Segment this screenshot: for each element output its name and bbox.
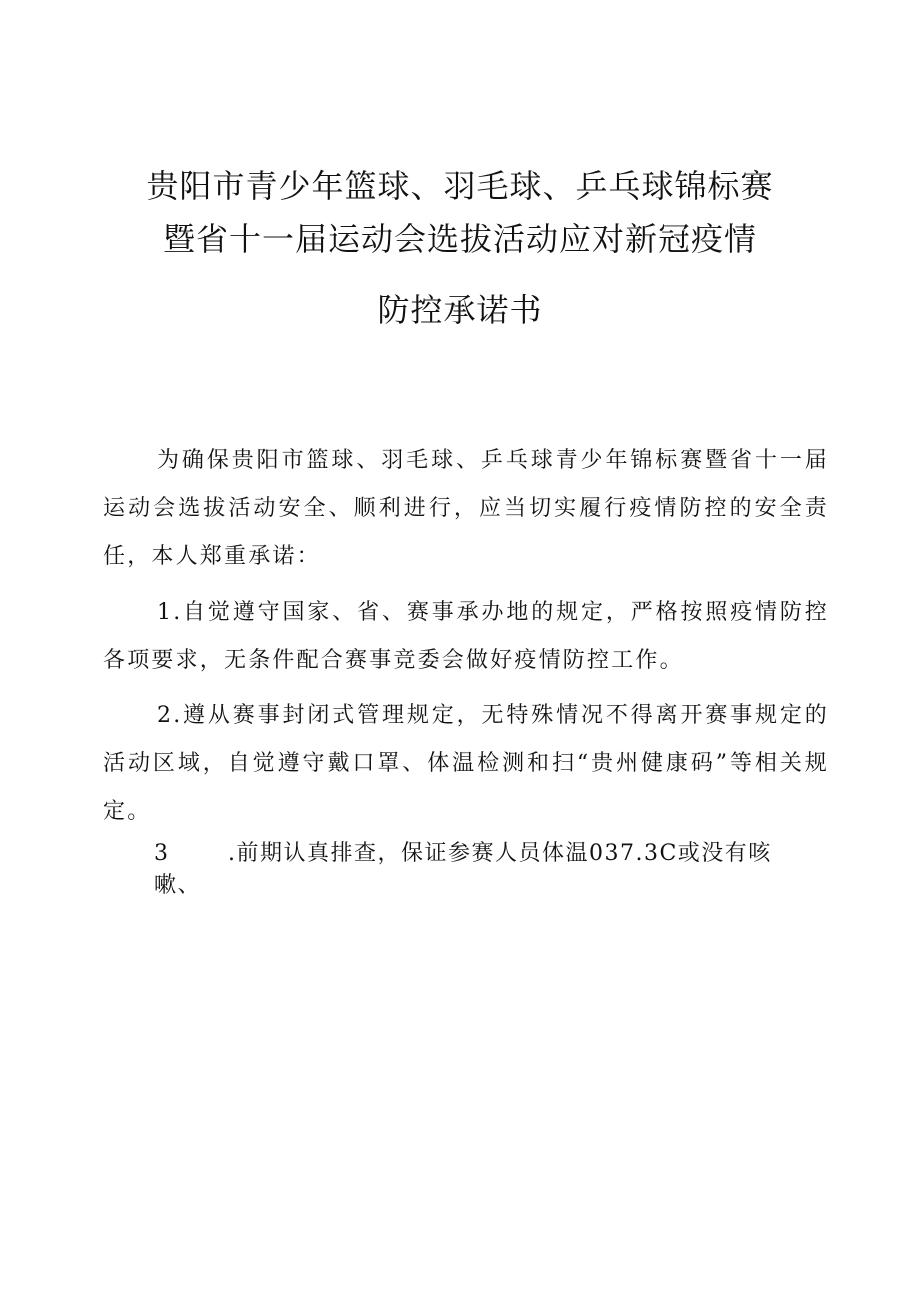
document-title-line-1: 贵阳市青少年篮球、羽毛球、乒乓球锦标赛 <box>146 167 774 205</box>
document-title-line-3: 防控承诺书 <box>377 291 543 329</box>
item-3-number: 3 <box>154 841 168 866</box>
item-3-text: .前期认真排查，保证参赛人员体温037.3C或没有咳 <box>228 841 772 866</box>
commitment-item-2: 2.遵从赛事封闭式管理规定，无特殊情况不得离开赛事规定的活动区域，自觉遵守戴口罩、体温检测和扫“贵州健康码”等相关规定。 <box>103 703 829 824</box>
intro-paragraph: 为确保贵阳市篮球、羽毛球、乒乓球青少年锦标赛暨省十一届运动会选拔活动安全、顺利进行，应当切实履行疫情防控的安全责任，本人郑重承诺： <box>103 448 829 569</box>
commitment-item-1: 1.自觉遵守国家、省、赛事承办地的规定，严格按照疫情防控各项要求，无条件配合赛事竞委会做好疫情防控工作。 <box>103 600 829 673</box>
commitment-item-3 <box>154 837 772 871</box>
item-3-continuation: 嗽、 <box>154 873 202 898</box>
document-title-line-2: 暨省十一届运动会选拔活动应对新冠疫情 <box>162 220 757 258</box>
